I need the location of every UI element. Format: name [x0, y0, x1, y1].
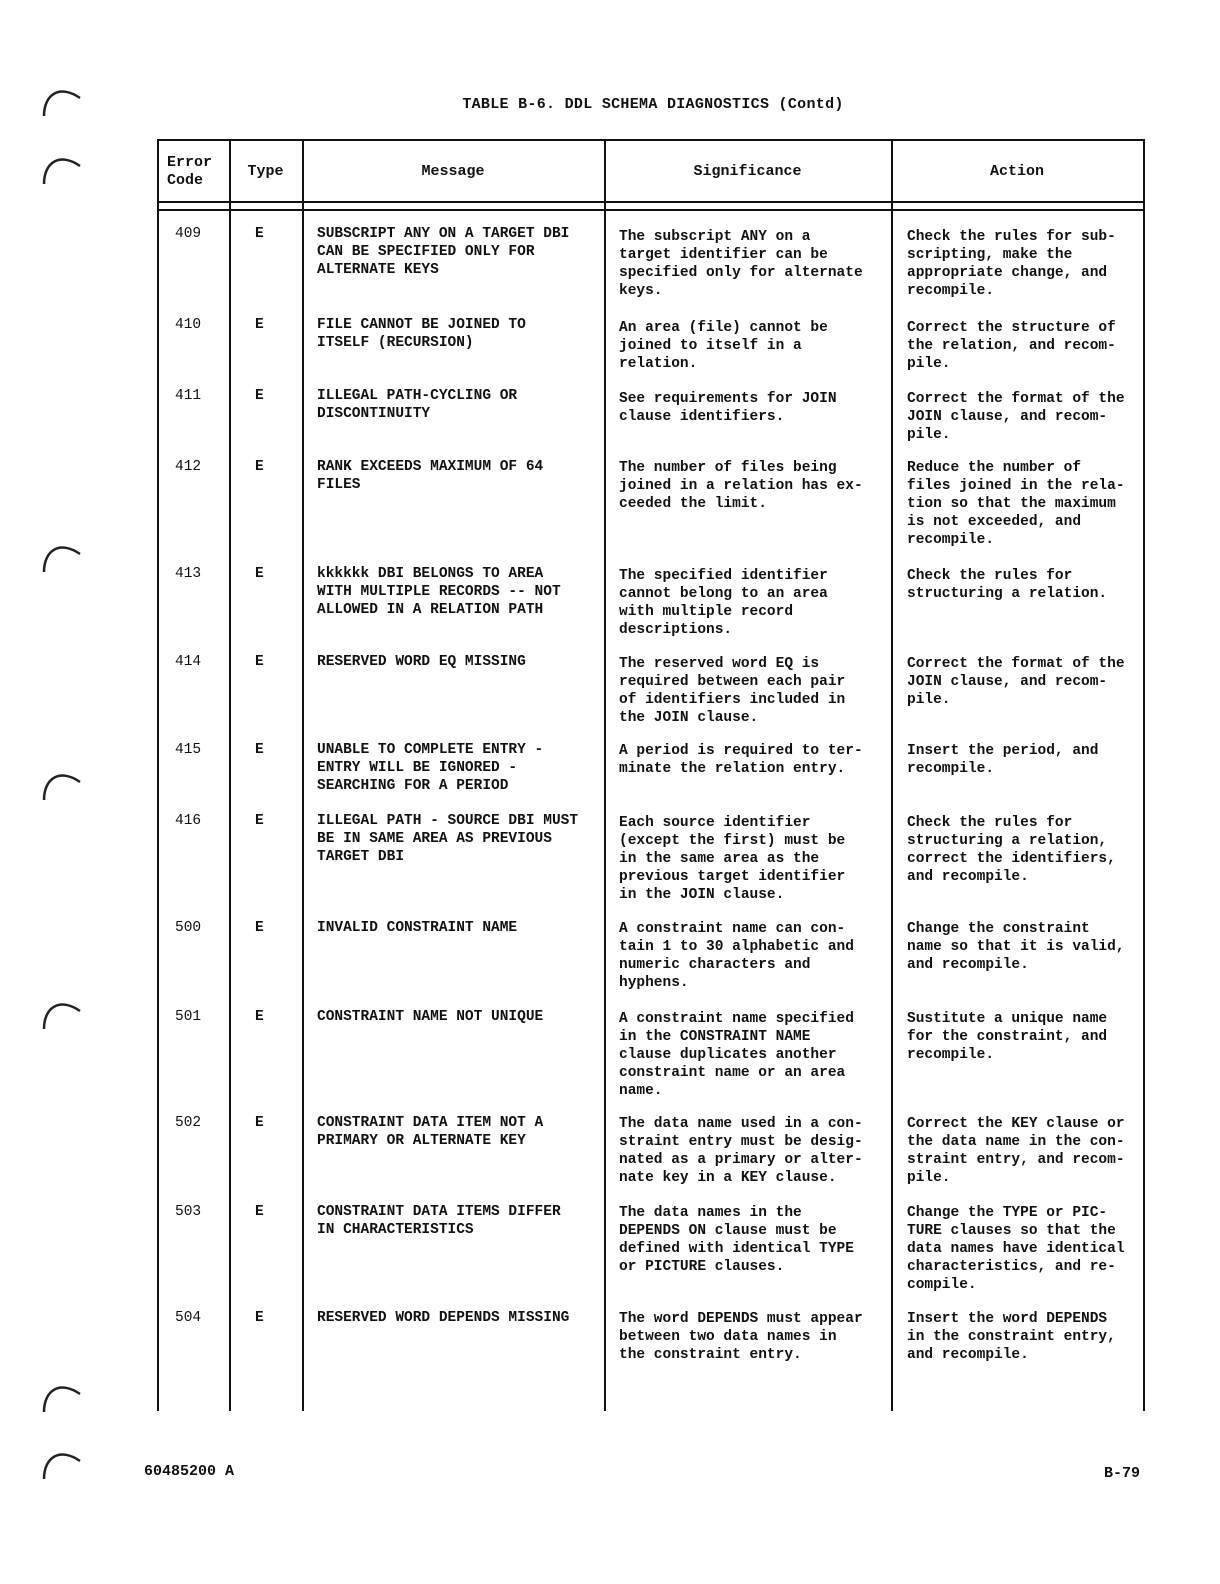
error-type: E	[255, 1204, 264, 1220]
error-type: E	[255, 226, 264, 242]
error-significance: The number of files being joined in a relation has ex- ceeded the limit.	[619, 460, 863, 512]
binder-hole-icon	[40, 538, 84, 574]
error-type: E	[255, 459, 264, 475]
error-action: Check the rules for sub- scripting, make the appropriate change, and recompile.	[907, 229, 1116, 299]
error-code: 504	[175, 1310, 202, 1326]
error-code: 411	[175, 388, 202, 404]
error-significance: A constraint name can con- tain 1 to 30 alphabetic and numeric characters and hyphens.	[619, 921, 854, 991]
error-message: UNABLE TO COMPLETE ENTRY - ENTRY WILL BE IGNORED - SEARCHING FOR A PERIOD	[317, 742, 544, 794]
error-significance: A constraint name specified in the CONSTRAINT NAME clause duplicates another constraint name or an area name.	[619, 1011, 854, 1099]
error-code: 412	[175, 459, 202, 475]
error-action: Insert the period, and recompile.	[907, 743, 1099, 777]
column-rule	[1143, 141, 1145, 1411]
error-code: 502	[175, 1115, 202, 1131]
error-significance: An area (file) cannot be joined to itself in a relation.	[619, 320, 828, 372]
error-message: RANK EXCEEDS MAXIMUM OF 64 FILES	[317, 459, 544, 493]
binder-hole-icon	[40, 1378, 84, 1414]
error-type: E	[255, 1009, 264, 1025]
error-action: Correct the KEY clause or the data name in the con- straint entry, and recom- pile.	[907, 1116, 1125, 1186]
error-message: RESERVED WORD DEPENDS MISSING	[317, 1310, 570, 1326]
error-significance: The reserved word EQ is required between each pair of identifiers included in the JOIN clause.	[619, 656, 846, 726]
error-action: Correct the structure of the relation, and recom- pile.	[907, 320, 1116, 372]
error-significance: The data names in the DEPENDS ON clause must be defined with identical TYPE or PICTURE clauses.	[619, 1205, 854, 1275]
error-type: E	[255, 388, 264, 404]
error-code: 414	[175, 654, 202, 670]
binder-hole-icon	[40, 150, 84, 186]
error-message: ILLEGAL PATH - SOURCE DBI MUST BE IN SAME AREA AS PREVIOUS TARGET DBI	[317, 813, 579, 865]
error-code: 413	[175, 566, 202, 582]
page-title: TABLE B-6. DDL SCHEMA DIAGNOSTICS (Contd)	[462, 96, 844, 113]
document-number: 60485200 A	[144, 1463, 235, 1480]
error-type: E	[255, 1115, 264, 1131]
error-action: Change the constraint name so that it is valid, and recompile.	[907, 921, 1125, 973]
error-message: CONSTRAINT DATA ITEM NOT A PRIMARY OR ALTERNATE KEY	[317, 1115, 544, 1149]
error-message: ILLEGAL PATH-CYCLING OR DISCONTINUITY	[317, 388, 518, 422]
binder-hole-icon	[40, 1445, 84, 1481]
error-message: CONSTRAINT DATA ITEMS DIFFER IN CHARACTERISTICS	[317, 1204, 561, 1238]
error-message: CONSTRAINT NAME NOT UNIQUE	[317, 1009, 544, 1025]
error-significance: The word DEPENDS must appear between two data names in the constraint entry.	[619, 1311, 863, 1363]
error-type: E	[255, 742, 264, 758]
error-code: 503	[175, 1204, 202, 1220]
column-rule	[891, 141, 893, 1411]
error-type: E	[255, 920, 264, 936]
error-significance: A period is required to ter- minate the relation entry.	[619, 743, 863, 777]
header-type: Type	[247, 163, 284, 180]
header-significance: Significance	[693, 163, 802, 180]
error-type: E	[255, 654, 264, 670]
header-action: Action	[989, 163, 1044, 180]
error-significance: The subscript ANY on a target identifier can be specified only for alternate keys.	[619, 229, 863, 299]
binder-hole-icon	[40, 766, 84, 802]
binder-hole-icon	[40, 995, 84, 1031]
error-type: E	[255, 566, 264, 582]
column-rule	[229, 141, 231, 1411]
error-code: 415	[175, 742, 202, 758]
error-code: 410	[175, 317, 202, 333]
error-message: SUBSCRIPT ANY ON A TARGET DBI CAN BE SPECIFIED ONLY FOR ALTERNATE KEYS	[317, 226, 570, 278]
error-type: E	[255, 1310, 264, 1326]
error-type: E	[255, 317, 264, 333]
diagnostics-table	[157, 139, 1145, 1411]
error-action: Insert the word DEPENDS in the constraint entry, and recompile.	[907, 1311, 1116, 1363]
error-action: Reduce the number of files joined in the rela- tion so that the maximum is not exceeded, and recompile.	[907, 460, 1125, 548]
column-rule	[302, 141, 304, 1411]
header-divider	[157, 201, 1145, 211]
error-action: Change the TYPE or PIC- TURE clauses so that the data names have identical characteristics, and re- compile.	[907, 1205, 1125, 1293]
error-message: INVALID CONSTRAINT NAME	[317, 920, 518, 936]
error-action: Correct the format of the JOIN clause, and recom- pile.	[907, 656, 1125, 708]
error-code: 500	[175, 920, 202, 936]
error-action: Correct the format of the JOIN clause, and recom- pile.	[907, 391, 1125, 443]
error-type: E	[255, 813, 264, 829]
error-significance: The specified identifier cannot belong to an area with multiple record descriptions.	[619, 568, 828, 638]
error-message: FILE CANNOT BE JOINED TO ITSELF (RECURSION)	[317, 317, 526, 351]
header-error-code: Error Code	[167, 154, 213, 189]
error-message: kkkkkk DBI BELONGS TO AREA WITH MULTIPLE RECORDS -- NOT ALLOWED IN A RELATION PATH	[317, 566, 561, 618]
error-action: Sustitute a unique name for the constraint, and recompile.	[907, 1011, 1108, 1063]
error-code: 416	[175, 813, 202, 829]
error-action: Check the rules for structuring a relation, correct the identifiers, and recompile.	[907, 815, 1116, 885]
error-significance: Each source identifier (except the first) must be in the same area as the previous target identifier in the JOIN clause.	[619, 815, 846, 903]
error-message: RESERVED WORD EQ MISSING	[317, 654, 526, 670]
error-action: Check the rules for structuring a relation.	[907, 568, 1108, 602]
error-significance: The data name used in a con- straint entry must be desig- nated as a primary or alter- nate key in a KEY clause.	[619, 1116, 863, 1186]
column-rule	[157, 141, 159, 1411]
error-code: 501	[175, 1009, 202, 1025]
header-message: Message	[421, 163, 485, 180]
error-code: 409	[175, 226, 202, 242]
page-number: B-79	[1104, 1465, 1141, 1482]
error-significance: See requirements for JOIN clause identifiers.	[619, 391, 837, 425]
